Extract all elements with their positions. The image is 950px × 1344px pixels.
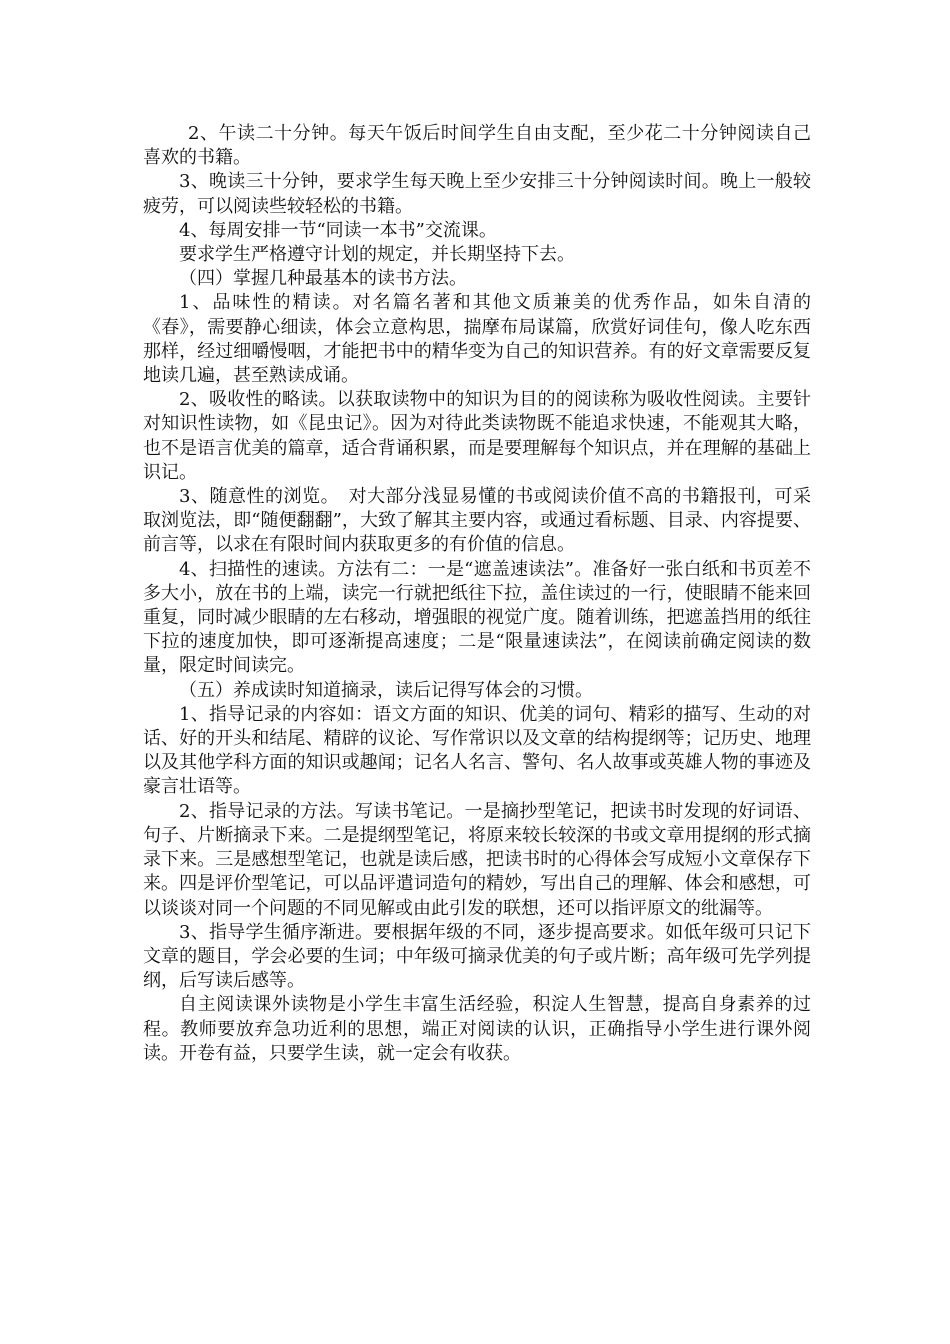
paragraph-record-content: 1、指导记录的内容如：语文方面的知识、优美的词句、精彩的描写、生动的对话、好的开头和结尾、精辟的议论、写作常识以及文章的结构提纲等；记历史、地理以及其他学科方面的知识或趣闻；记名人名言、警句、名人故事或英雄人物的事迹及豪言壮语等。 [143, 703, 811, 798]
paragraph-follow-plan: 要求学生严格遵守计划的规定，并长期坚持下去。 [179, 244, 575, 266]
paragraph-noon-reading: 2、午读二十分钟。每天午饭后时间学生自由支配，至少花二十分钟阅读自己喜欢的书籍。 [143, 123, 811, 169]
paragraph-conclusion: 自主阅读课外读物是小学生丰富生活经验，积淀人生智慧，提高自身素养的过程。教师要放弃急功近利的思想，端正对阅读的认识，正确指导小学生进行课外阅读。开卷有益，只要学生读，就一定会有收获。 [143, 994, 811, 1064]
paragraph-gradual-progress: 3、指导学生循序渐进。要根据年级的不同，逐步提高要求。如低年级可只记下文章的题目，学会必要的生词；中年级可摘录优美的句子或片断；高年级可先学列提纲，后写读后感等。 [143, 921, 811, 992]
paragraph-record-method: 2、指导记录的方法。写读书笔记。一是摘抄型笔记，把读书时发现的好词语、句子、片断摘录下来。二是提纲型笔记，将原来较长较深的书或文章用提纲的形式摘录下来。三是感想型笔记，也就是读后感，把读书时的心得体会写成短小文章保存下来。四是评价型笔记，可以品评遣词造句的精妙，写出自己的理解、体会和感想，可以谈谈对同一个问题的不同见解或由此引发的联想，还可以指评原文的纰漏等。 [143, 800, 811, 919]
paragraph-weekly-class: 4、每周安排一节“同读一本书”交流课。 [179, 219, 497, 241]
paragraph-browsing: 3、随意性的浏览。 对大部分浅显易懂的书或阅读价值不高的书籍报刊，可采取浏览法，即“随便翻翻”，大致了解其主要内容，或通过看标题、目录、内容提要、前言等，以求在有限时间内获取更多的有价值的信息。 [143, 486, 811, 556]
section-heading-5: （五）养成读时知道摘录，读后记得写体会的习惯。 [179, 679, 593, 701]
paragraph-speed-reading: 4、扫描性的速读。方法有二：一是“遮盖速读法”。准备好一张白纸和书页差不多大小，放在书的上端，读完一行就把纸往下拉，盖住读过的一行，使眼睛不能来回重复，同时减少眼睛的左右移动，增强眼的视觉广度。随着训练，把遮盖挡用的纸往下拉的速度加快，即可逐渐提高速度；二是“限量速读法”，在阅读前确定阅读的数量，限定时间读完。 [143, 558, 811, 677]
section-heading-4: （四）掌握几种最基本的读书方法。 [179, 268, 467, 290]
paragraph-intensive-reading: 1、品味性的精读。对名篇名著和其他文质兼美的优秀作品，如朱自清的《春》，需要静心细读，体会立意构思，揣摩布局谋篇，欣赏好词佳句，像人吃东西那样，经过细嚼慢咽，才能把书中的精华变为自己的知识营养。有的好文章需要反复地读几遍，甚至熟读成诵。 [143, 292, 811, 387]
paragraph-evening-reading: 3、晚读三十分钟，要求学生每天晚上至少安排三十分钟阅读时间。晚上一般较疲劳，可以阅读些较轻松的书籍。 [143, 171, 811, 217]
document-page [143, 122, 811, 1066]
paragraph-skim-reading: 2、吸收性的略读。以获取读物中的知识为目的的阅读称为吸收性阅读。主要针对知识性读物，如《昆虫记》。因为对待此类读物既不能追求快速，不能观其大略，也不是语言优美的篇章，适合背诵积累，而是要理解每个知识点，并在理解的基础上识记。 [143, 389, 811, 483]
